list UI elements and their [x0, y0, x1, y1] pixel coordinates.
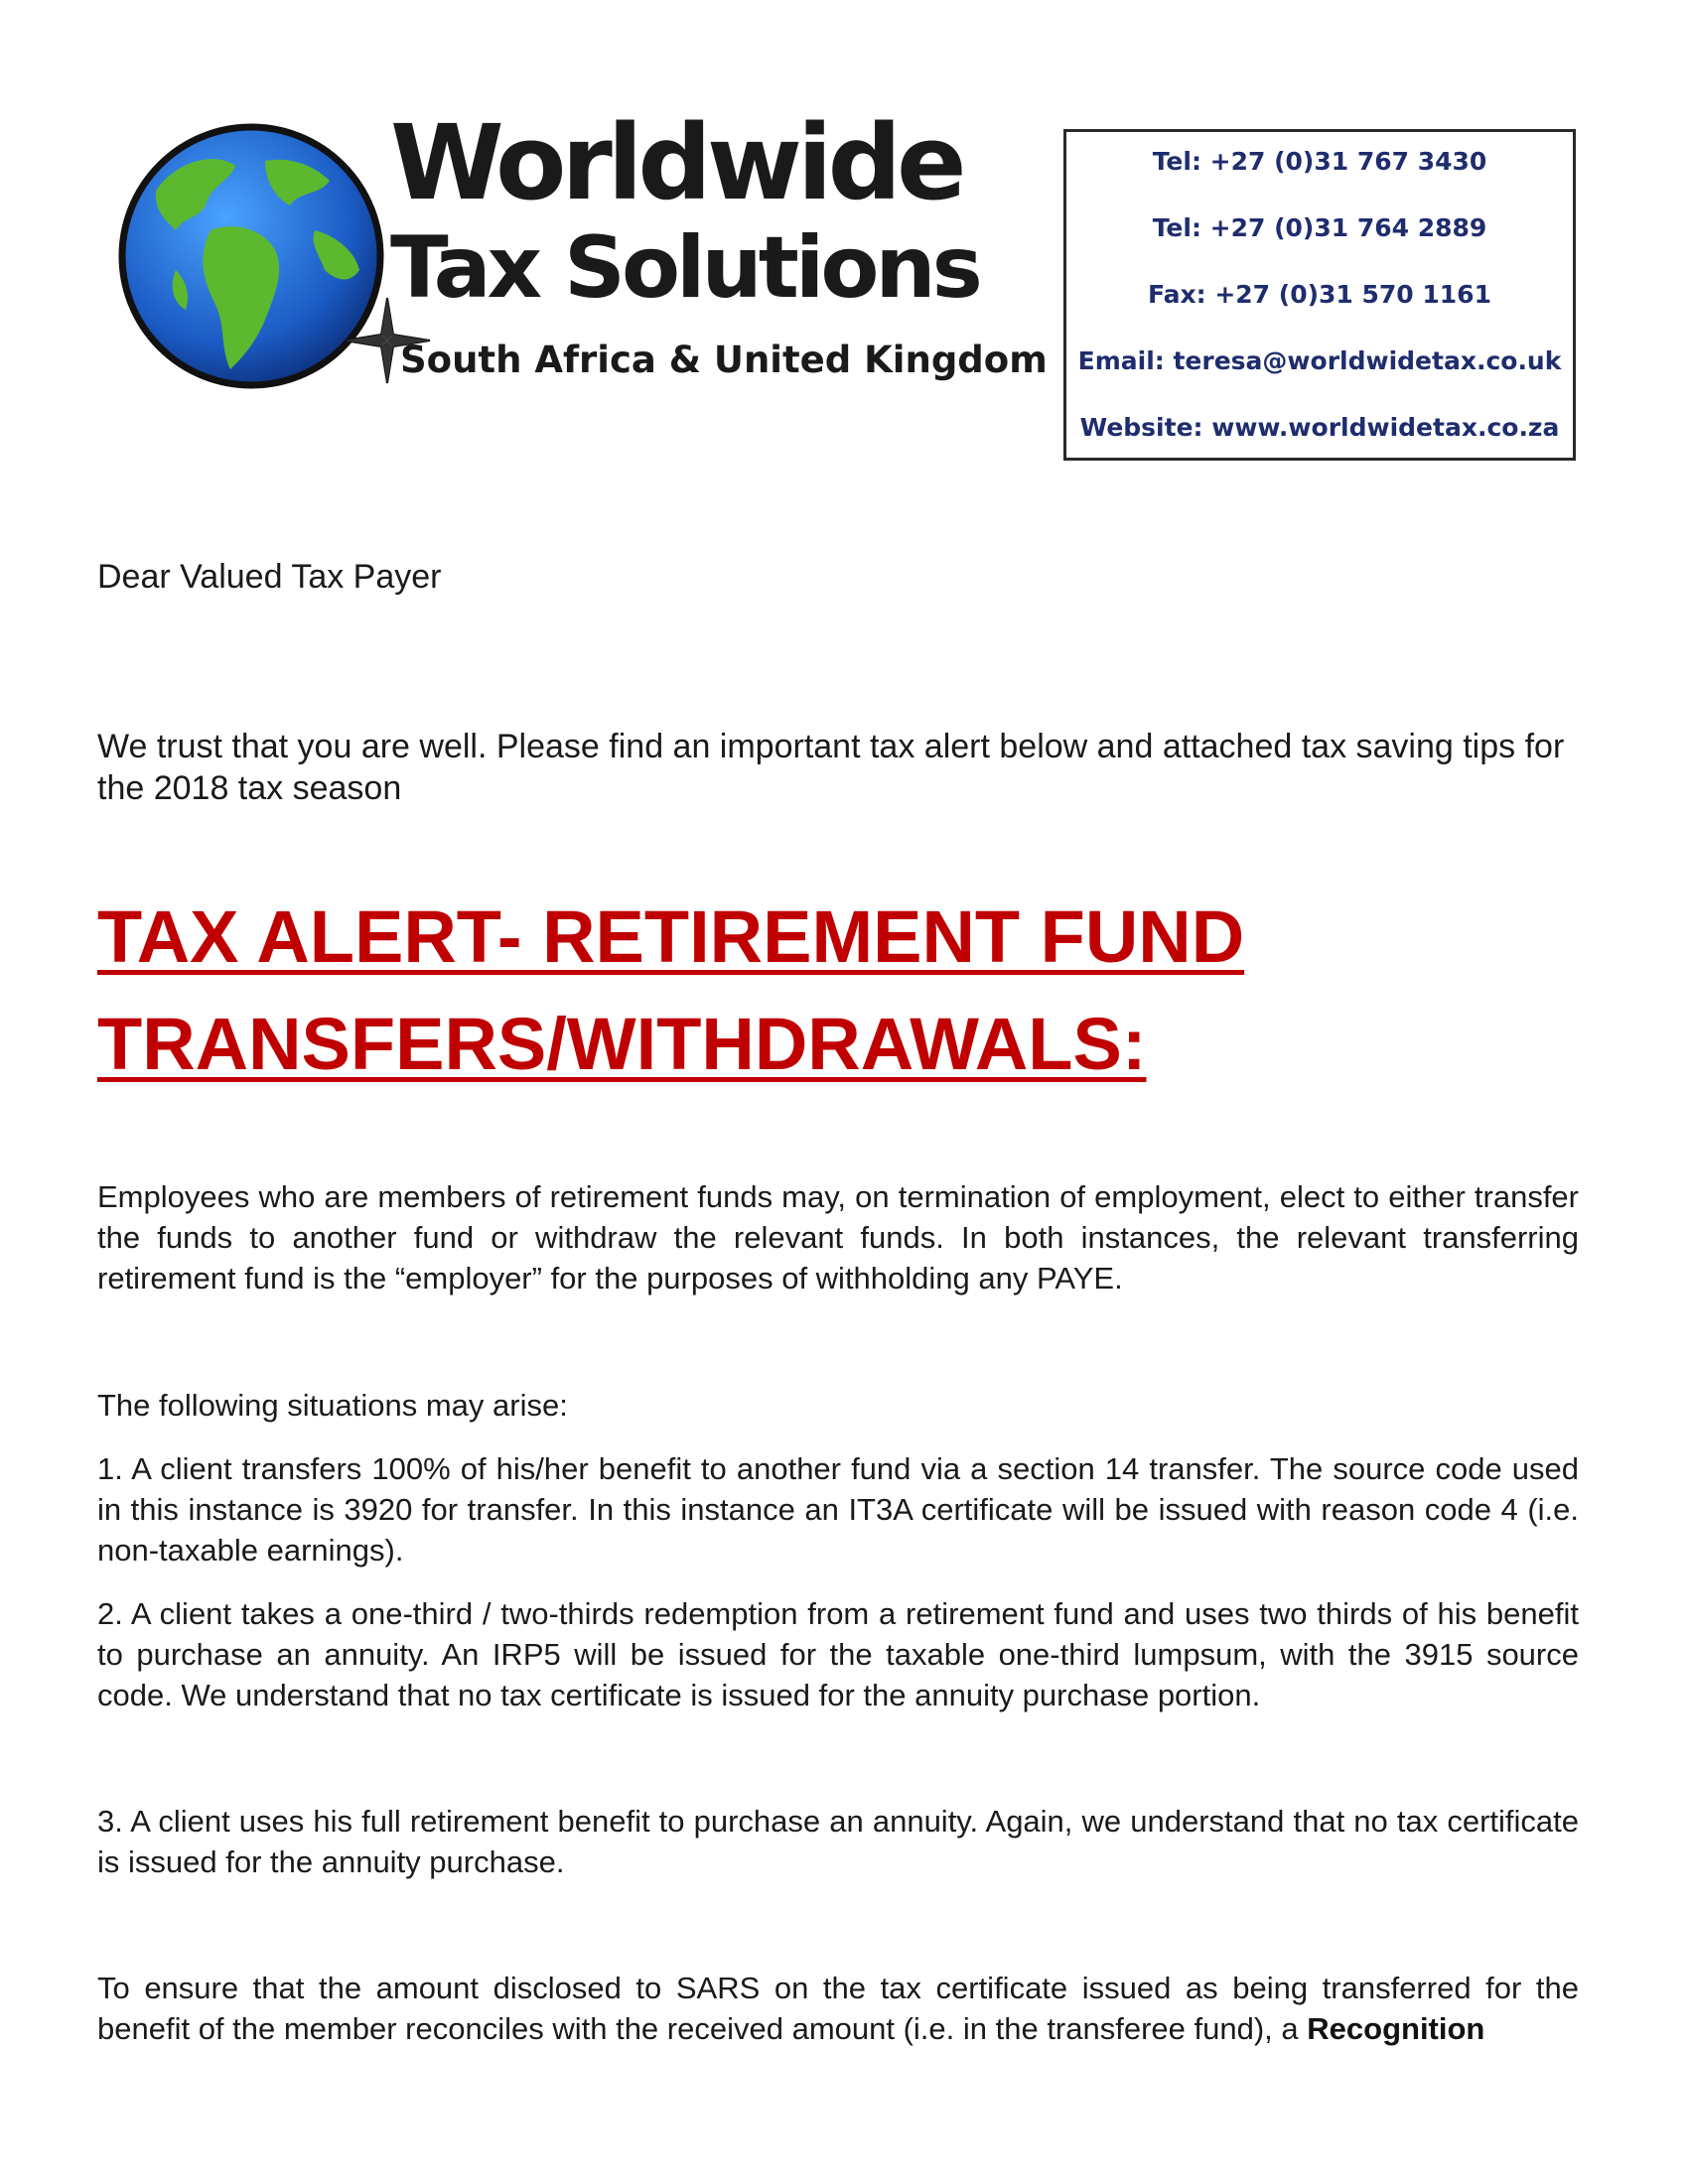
- logo-tagline: South Africa & United Kingdom: [400, 339, 1048, 381]
- company-logo: [114, 102, 1048, 399]
- contact-tel-1: Tel: +27 (0)31 767 3430: [1152, 147, 1487, 176]
- logo-subtitle: Tax Solutions: [390, 218, 979, 318]
- contact-fax: Fax: +27 (0)31 570 1161: [1148, 280, 1491, 309]
- final-paragraph-bold: Recognition: [1307, 2011, 1485, 2046]
- contact-website[interactable]: Website: www.worldwidetax.co.za: [1079, 413, 1560, 442]
- final-paragraph: [97, 1968, 1579, 2049]
- contact-email[interactable]: Email: teresa@worldwidetax.co.uk: [1077, 346, 1562, 375]
- list-item-1: 1. A client transfers 100% of his/her benefit to another fund via a section 14 transfer. The source code used in this instance is 3920 for transfer. In this instance an IT3A certificate will be issued with reason code 4 (i.e. non-taxable earnings).: [97, 1451, 1579, 1568]
- alert-heading: TAX ALERT- RETIREMENT FUND TRANSFERS/WITHDRAWALS:: [97, 895, 1245, 1085]
- contact-box: [1063, 129, 1576, 461]
- paragraph-retirement-funds: Employees who are members of retirement funds may, on termination of employment, elect to either transfer the funds to another fund or withdraw the relevant funds. In both instances, the relevant transferring retirement fund is the “employer” for the purposes of withholding any PAYE.: [97, 1179, 1579, 1296]
- greeting: Dear Valued Tax Payer: [97, 558, 442, 596]
- contact-tel-2: Tel: +27 (0)31 764 2889: [1152, 213, 1487, 242]
- final-paragraph-text: To ensure that the amount disclosed to SARS on the tax certificate issued as being transferred for the benefit of the member reconciles with the received amount (i.e. in the transferee fund), a: [97, 1971, 1579, 2046]
- logo-title: Worldwide: [390, 102, 962, 223]
- list-item-2: 2. A client takes a one-third / two-thirds redemption from a retirement fund and uses two thirds of his benefit to purchase an annuity. An IRP5 will be issued for the taxable one-third lumpsum, with the 3915 source code. We understand that no tax certificate is issued for the annuity purchase portion.: [97, 1596, 1579, 1712]
- list-item-3: 3. A client uses his full retirement benefit to purchase an annuity. Again, we understand that no tax certificate is issued for the annuity purchase.: [97, 1804, 1579, 1879]
- situations-intro: The following situations may arise:: [97, 1388, 568, 1423]
- intro-paragraph: We trust that you are well. Please find an important tax alert below and attached tax saving tips for the 2018 tax season: [97, 728, 1565, 807]
